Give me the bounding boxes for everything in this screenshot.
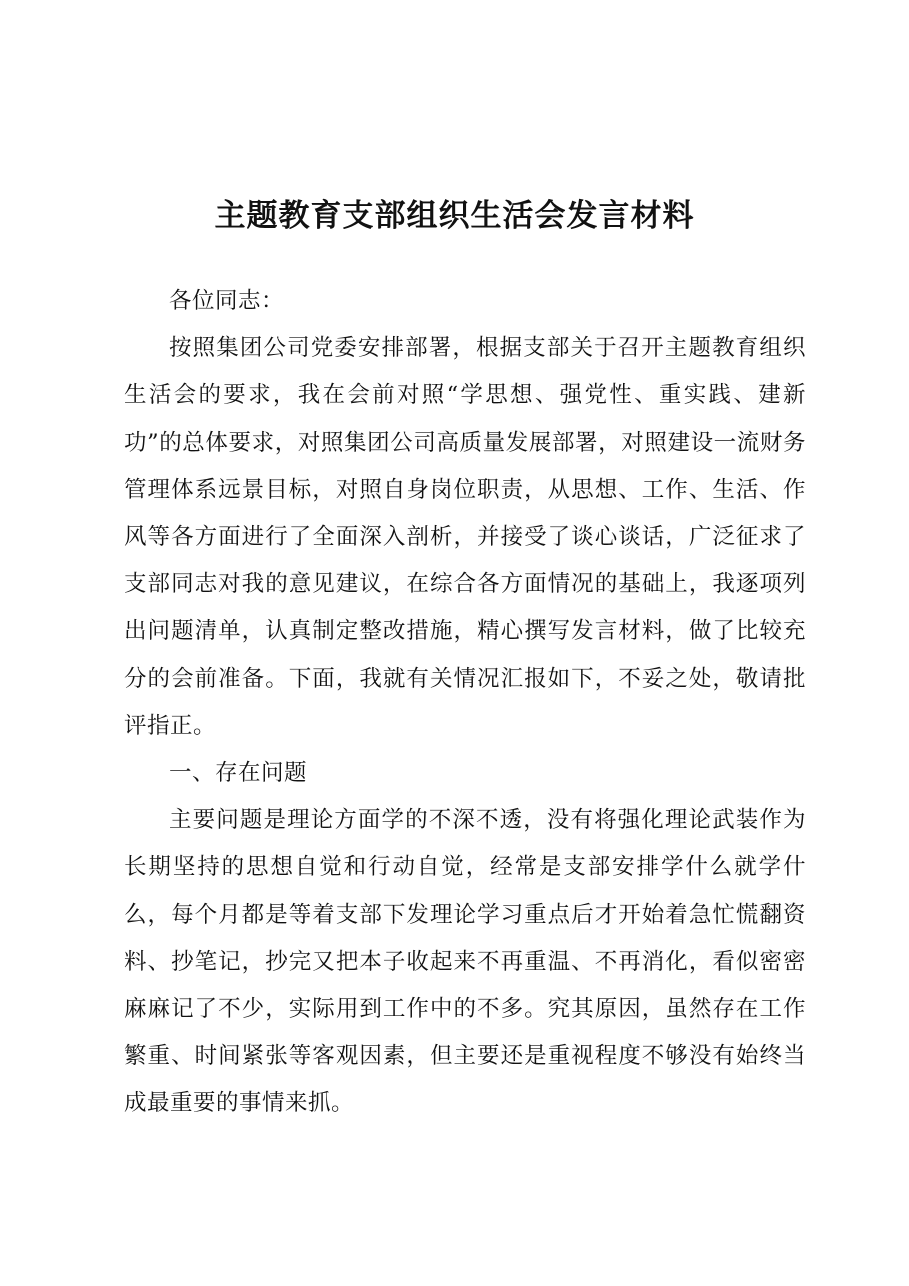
document-body (124, 278, 806, 1128)
section-heading-problems: 一、存在问题 (169, 760, 308, 787)
salutation: 各位同志： (169, 288, 285, 314)
document-title: 主题教育支部组织生活会发言材料 (214, 198, 695, 234)
paragraph-intro: 按照集团公司党委安排部署，根据支部关于召开主题教育组织生活会的要求，我在会前对照“学思想、强党性、重实践、建新功”的总体要求，对照集团公司高质量发展部署，对照建设一流财务管理体系远景目标，对照自身岗位职责，从思想、工作、生活、作风等各方面进行了全面深入剖析，并接受了谈心谈话，广泛征求了支部同志对我的意见建议，在综合各方面情况的基础上，我逐项列出问题清单，认真制定整改措施，精心撰写发言材料，做了比较充分的会前准备。下面，我就有关情况汇报如下，不妥之处，敬请批评指正。 (124, 335, 806, 739)
paragraph-main-problem: 主要问题是理论方面学的不深不透，没有将强化理论武装作为长期坚持的思想自觉和行动自觉，经常是支部安排学什么就学什么，每个月都是等着支部下发理论学习重点后才开始着急忙慌翻资料、抄笔记，抄完又把本子收起来不再重温、不再消化，看似密密麻麻记了不少，实际用到工作中的不多。究其原因，虽然存在工作繁重、时间紧张等客观因素，但主要还是重视程度不够没有始终当成最重要的事情来抓。 (124, 807, 806, 1117)
